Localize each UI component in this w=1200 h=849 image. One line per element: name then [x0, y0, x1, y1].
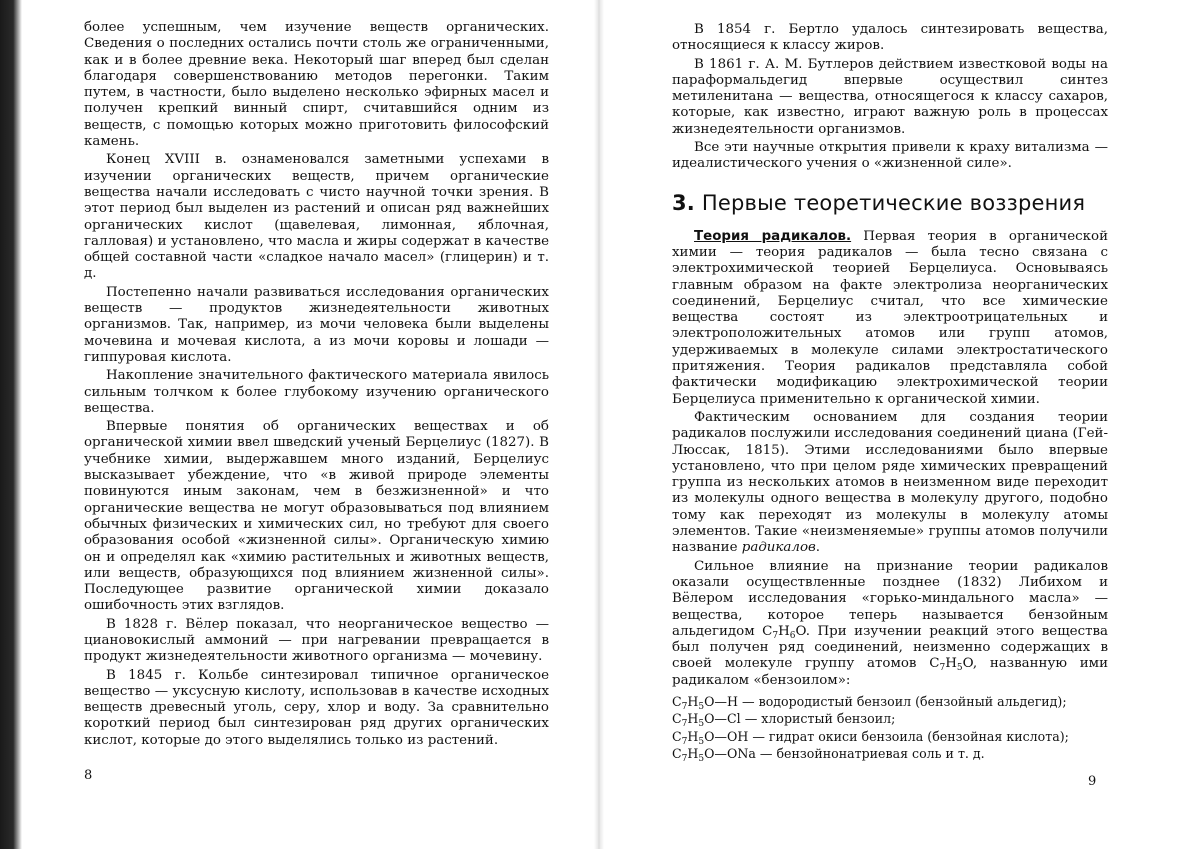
- paragraph: В 1861 г. А. М. Бутлеров действием известковой воды на параформальдегид впервые осуществил синтез метиленитана — вещества, относящегося к классу сахаров, которые, как известно, играют важную роль в процессах жизнедеятельности организмов.: [672, 56, 1108, 137]
- paragraph: В 1845 г. Кольбе синтезировал типичное органическое вещество — уксусную кислоту, использовав в качестве исходных веществ древесный уголь, серу, хлор и воду. За сравнительно короткий период был синтезирован ряд других органических кислот, которые до этого выделялись только из растений.: [84, 667, 549, 748]
- paragraph-text: .: [815, 540, 821, 556]
- left-page: [0, 0, 596, 849]
- formula-item: $C_7H_5O—OH$ — гидрат окиси бензоила (бензойная кислота);: [672, 728, 1069, 747]
- runin-heading: Теория радикалов.: [694, 228, 852, 244]
- section-heading: [672, 191, 1108, 215]
- paragraph-text: , названную ими радикалом «бензоилом»:: [672, 656, 1108, 688]
- paragraph-text: Сильное влияние на признание теории радикалов оказали осуществленные позднее (1832) Либихом и Вёлером исследования «горько-миндального масла» — вещества, которое теперь называется бензойным альдегидом C: [672, 558, 1108, 639]
- paragraph: более успешным, чем изучение веществ органических. Сведения о последних остались почти столь же ограниченными, как и в более древние века. Некоторый шаг вперед был сделан благодаря совершенствованию методов перегонки. Таким путем, в частности, было выделено несколько эфирных масел и получен крепкий винный спирт, считавшийся одним из веществ, с помощью которых можно приготовить философский камень.: [84, 20, 549, 150]
- right-page-body: [672, 22, 1108, 763]
- paragraph: Конец XVIII в. ознаменовался заметными успехами в изучении органических веществ, причем органические вещества начали исследовать с чисто научной точки зрения. В этот период был выделен из растений и описан ряд важнейших органических кислот (щавелевая, лимонная, яблочная, галловая) и установлено, что масла и жиры содержат в качестве общей составной части «сладкое начало масел» (глицерин) и т. д.: [84, 152, 549, 282]
- paragraph: Постепенно начали развиваться исследования органических веществ — продуктов жизнедеятельности животных организмов. Так, например, из мочи человека были выделены мочевина и мочевая кислота, а из мочи коровы и лошади — гиппуровая кислота.: [84, 284, 549, 365]
- page-number: 8: [84, 768, 93, 783]
- formula-list: [672, 693, 1108, 763]
- left-page-body: [84, 20, 549, 751]
- formula-item: $C_7H_5O—H$ — водородистый бензоил (бензойный альдегид);: [672, 693, 1067, 712]
- paragraph-text: Первая теория в органической химии — теория радикалов — была тесно связана с электрохимической теорией Берцелиуса. Основываясь главным образом на факте электролиза неорганических соединений, Берцелиус считал, что все химические вещества состоят из электроотрицательных и электроположительных атомов или групп атомов, удерживаемых в молекуле силами электростатического притяжения. Теория радикалов представляла собой фактически модификацию электрохимической теории Берцелиуса применительно к органической химии.: [672, 228, 1109, 407]
- paragraph: Сильное влияние на признание теории радикалов оказали осуществленные позднее (1832) Либихом и Вёлером исследования «горько-миндального масла» — вещества, которое теперь называется бензойным альдегидом $C_7H_6O$. При изучении реакций этого вещества был получен ряд соединений, неизменно содержащих в своей молекуле группу атомов $C_7H_5O$, названную ими радикалом «бензоилом»:: [672, 558, 1108, 688]
- paragraph: Впервые понятия об органических веществах и об органической химии ввел шведский ученый Берцелиус (1827). В учебнике химии, выдержавшем много изданий, Берцелиус высказывает убеждение, что «в живой природе элементы повинуются иным законам, чем в безжизненной» и что органические вещества не могут образовываться под влиянием обычных физических и химических сил, но требуют для своего образования особой «жизненной силы». Органическую химию он и определял как «химию растительных и животных веществ, или веществ, образующихся под влиянием жизненной силы». Последующее развитие органической химии доказало ошибочность этих взглядов.: [84, 419, 549, 614]
- paragraph-text: . При изучении реакций этого вещества был получен ряд соединений, неизменно содержащих в своей молекуле группу атомов C: [672, 623, 1108, 672]
- formula-item: $C_7H_5O—Cl$ — хлористый бензоил;: [672, 711, 896, 730]
- paragraph: [672, 410, 1108, 557]
- paragraph: В 1854 г. Бертло удалось синтезировать вещества, относящиеся к классу жиров.: [672, 22, 1108, 54]
- emphasis-term: радикалов: [741, 540, 816, 556]
- paragraph: Все эти научные открытия привели к краху витализма — идеалистического учения о «жизненной силе».: [672, 140, 1108, 172]
- paragraph: Накопление значительного фактического материала явилось сильным толчком к более глубокому изучению органического вещества.: [84, 368, 549, 416]
- section-title: Первые теоретические воззрения: [701, 190, 1086, 215]
- paragraph-text: Фактическим основанием для создания теории радикалов послужили исследования соединений циана (Гей-Люссак, 1815). Этими исследованиями было впервые установлено, что при целом ряде химических превращений группа из нескольких атомов в неизменном виде переходит из молекулы одного вещества в молекулу другого, подобно тому как переходят из молекулы в молекулу атомы элементов. Такие «неизменяемые» группы атомов получили название: [672, 409, 1108, 556]
- paragraph: [672, 229, 1108, 408]
- page-number: 9: [1088, 774, 1097, 789]
- formula-item: $C_7H_5O—ONa$ — бензойнонатриевая соль и т. д.: [672, 746, 985, 765]
- section-number: 3.: [672, 190, 695, 215]
- paragraph: В 1828 г. Вёлер показал, что неорганическое вещество — циановокислый аммоний — при нагревании превращается в продукт жизнедеятельности животного организма — мочевину.: [84, 616, 549, 665]
- book-gutter: [594, 0, 604, 849]
